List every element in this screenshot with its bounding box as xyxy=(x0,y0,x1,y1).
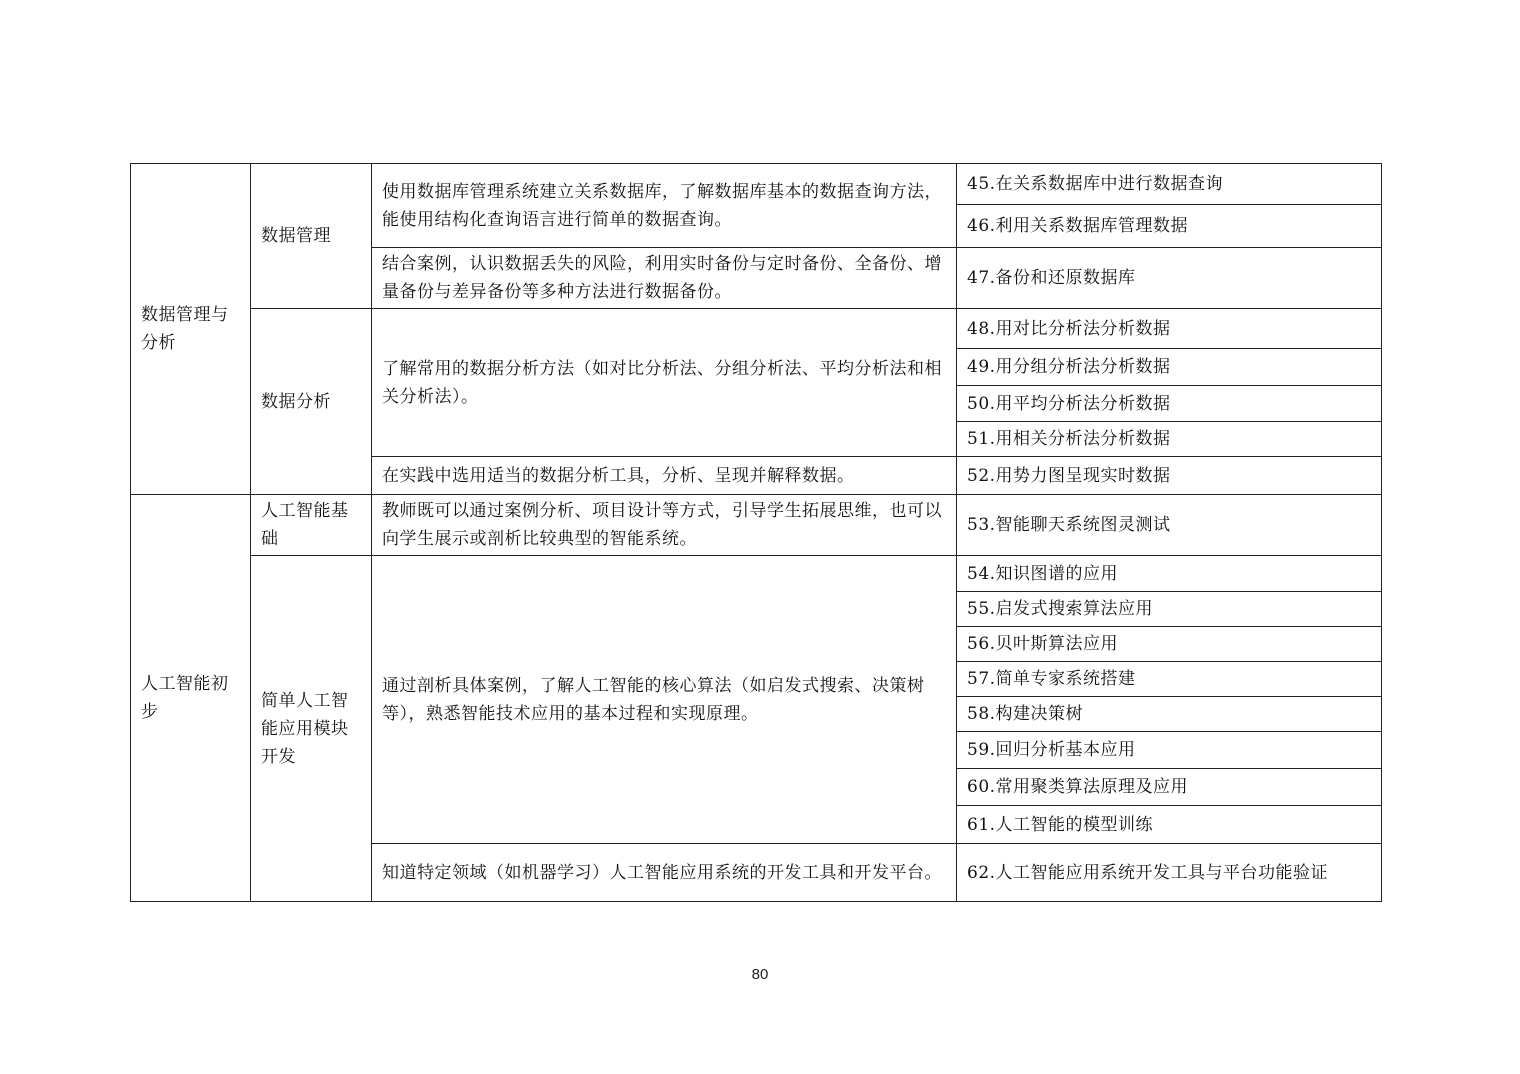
table-row xyxy=(131,495,1382,556)
activity-cell: 49.用分组分析法分析数据 xyxy=(957,349,1382,386)
activity-cell: 59.回归分析基本应用 xyxy=(957,732,1382,769)
unit-cell: 数据分析 xyxy=(251,309,372,495)
activity-cell: 55.启发式搜索算法应用 xyxy=(957,592,1382,627)
activity-cell: 47.备份和还原数据库 xyxy=(957,248,1382,309)
requirement-cell: 通过剖析具体案例，了解人工智能的核心算法（如启发式搜索、决策树等），熟悉智能技术应用的基本过程和实现原理。 xyxy=(372,556,957,844)
requirement-cell: 在实践中选用适当的数据分析工具，分析、呈现并解释数据。 xyxy=(372,457,957,495)
requirement-cell: 了解常用的数据分析方法（如对比分析法、分组分析法、平均分析法和相关分析法）。 xyxy=(372,309,957,457)
unit-cell: 数据管理 xyxy=(251,164,372,309)
requirement-cell: 知道特定领域（如机器学习）人工智能应用系统的开发工具和开发平台。 xyxy=(372,844,957,902)
activity-cell: 56.贝叶斯算法应用 xyxy=(957,627,1382,662)
activity-cell: 53.智能聊天系统图灵测试 xyxy=(957,495,1382,556)
requirement-cell: 教师既可以通过案例分析、项目设计等方式，引导学生拓展思维，也可以向学生展示或剖析比较典型的智能系统。 xyxy=(372,495,957,556)
activity-cell: 60.常用聚类算法原理及应用 xyxy=(957,769,1382,806)
curriculum-table xyxy=(130,163,1382,902)
module-cell: 人工智能初步 xyxy=(131,495,251,902)
module-cell: 数据管理与分析 xyxy=(131,164,251,495)
requirement-cell: 结合案例，认识数据丢失的风险，利用实时备份与定时备份、全备份、增量备份与差异备份等多种方法进行数据备份。 xyxy=(372,248,957,309)
activity-cell: 46.利用关系数据库管理数据 xyxy=(957,205,1382,248)
table-row xyxy=(131,556,1382,592)
activity-cell: 57.简单专家系统搭建 xyxy=(957,662,1382,697)
activity-cell: 54.知识图谱的应用 xyxy=(957,556,1382,592)
activity-cell: 52.用势力图呈现实时数据 xyxy=(957,457,1382,495)
unit-cell: 简单人工智能应用模块开发 xyxy=(251,556,372,902)
activity-cell: 62.人工智能应用系统开发工具与平台功能验证 xyxy=(957,844,1382,902)
requirement-cell: 使用数据库管理系统建立关系数据库，了解数据库基本的数据查询方法，能使用结构化查询语言进行简单的数据查询。 xyxy=(372,164,957,248)
table-row xyxy=(131,309,1382,349)
activity-cell: 48.用对比分析法分析数据 xyxy=(957,309,1382,349)
activity-cell: 61.人工智能的模型训练 xyxy=(957,806,1382,844)
unit-cell: 人工智能基础 xyxy=(251,495,372,556)
activity-cell: 51.用相关分析法分析数据 xyxy=(957,422,1382,457)
activity-cell: 45.在关系数据库中进行数据查询 xyxy=(957,164,1382,205)
activity-cell: 50.用平均分析法分析数据 xyxy=(957,386,1382,422)
activity-cell: 58.构建决策树 xyxy=(957,697,1382,732)
table-row xyxy=(131,164,1382,205)
page-number: 80 xyxy=(751,966,769,983)
